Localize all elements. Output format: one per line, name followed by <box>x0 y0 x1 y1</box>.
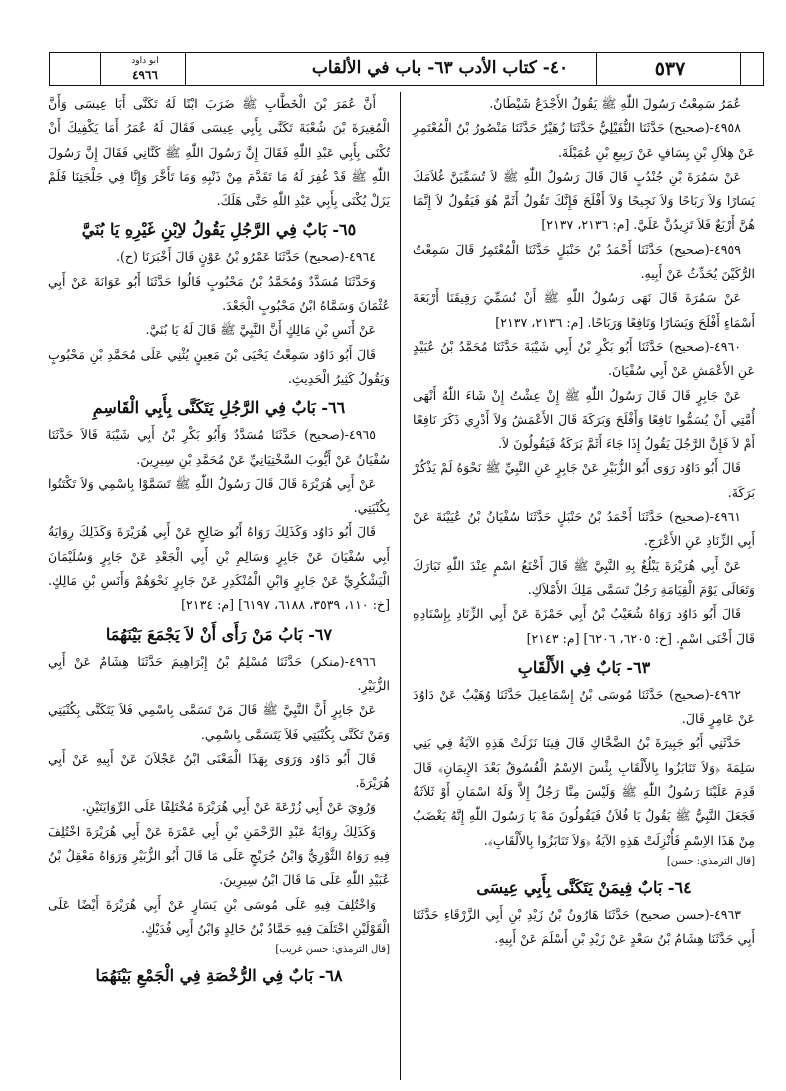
header-page-number: ٥٣٧ <box>654 58 686 80</box>
left-paragraph: ٤٩٦٤-(صحيح) حَدَّثَنَا عَمْرُو بْنُ عَوْنٍ قَالَ أَخْبَرَنَا (ح). <box>116 249 376 265</box>
right-paragraph: ٤٩٦٣-(حسن صحيح) حَدَّثَنَا هَارُونُ بْنُ زَيْدِ بْنِ أَبِي الزَّرْقَاءِ حَدَّثَنَا أَبِي حَدَّثَنَا هِشَامُ بْنُ سَعْدٍ عَنْ زَيْدِ بْنِ أَسْلَمَ عَنْ أَبِيهِ. <box>413 906 755 947</box>
header-divider <box>185 53 186 85</box>
right-paragraph: قَالَ أَبُو دَاوُد رَوَاهُ شُعَيْبُ بْنُ أَبِي حَمْزَةَ عَنْ أَبِي الزِّنَادِ بِإِسْنَادِهِ قَالَ أَخْنَى اسْمٍ. [خ: ٦٢٠٥، ٦٢٠٦] [م: ٢١٤٣] <box>413 606 755 646</box>
header-divider <box>100 53 101 85</box>
left-paragraph: وَكَذَلِكَ رِوَايَةُ عَبْدِ الرَّحْمَنِ بْنِ أَبِي عَمْرَةَ عَنْ أَبِي هُرَيْرَةَ اخْتُلِفَ فِيهِ رَوَاهُ الثَّوْرِيُّ وَابْنُ جُرَيْجٍ عَلَى مَا قَالَ أَبُو الزُّبَيْرِ وَرَوَاهُ مَعْقِلُ بْنُ عُبَيْدِ اللّٰهِ عَلَى مَا قَالَ ابْنُ سِيرِينَ. <box>48 823 390 888</box>
left-paragraph: قَالَ أَبُو دَاوُد وَكَذَلِكَ رَوَاهُ أَبُو صَالِحٍ عَنْ أَبِي هُرَيْرَةَ وَكَذَلِكَ رِوَايَةُ أَبِي سُفْيَانَ عَنْ جَابِرٍ وَسَالِمِ بْنِ أَبِي الْجَعْدِ عَنْ جَابِرٍ وَسُلَيْمَانَ الْيَشْكُرِيِّ عَنْ جَابِرٍ وَابْنِ الْمُنْكَدِرِ عَنْ جَابِرٍ نَحْوَهُمْ وَأَنَسِ بْنِ مَالِكٍ. [خ: ١١٠، ٣٥٣٩، ٦١٨٨، ٦١٩٧] [م: ٢١٣٤] <box>48 524 390 613</box>
header-hadith-number: ٤٩٦٦ <box>132 68 158 82</box>
right-paragraph: ٤٩٥٩-(صحيح) حَدَّثَنَا أَحْمَدُ بْنُ حَنْبَلٍ حَدَّثَنَا الْمُعْتَمِرُ قَالَ سَمِعْتُ الرُّكَيْنَ يُحَدِّثُ عَنْ أَبِيهِ. <box>413 241 755 282</box>
right-paragraph: عَنْ سَمُرَةَ بْنِ جُنْدُبٍ قَالَ قَالَ رَسُولُ اللّٰهِ ﷺ لاَ تُسَمِّيَنَّ غُلاَمَكَ يَسَارًا وَلاَ رَبَاحًا وَلاَ نَجِيحًا وَلاَ أَفْلَحَ فَإِنَّكَ تَقُولُ أَثَمَّ هُوَ فَيَقُولُ لاَ إِنَّمَا هُنَّ أَرْبَعٌ فَلاَ تَزِيدُنَّ عَلَيَّ. [م: ٢١٣٦، ٢١٣٧] <box>413 168 755 233</box>
left-paragraph: عَنْ أَنَسِ بْنِ مَالِكٍ أَنَّ النَّبِيَّ ﷺ قَالَ لَهُ يَا بُنَيَّ. <box>145 322 376 338</box>
left-paragraph: وَحَدَّثَنَا مُسَدَّدٌ وَمُحَمَّدُ بْنُ مَحْبُوبٍ قَالُوا حَدَّثَنَا أَبُو عَوَانَةَ عَنْ أَبِي عُثْمَانَ وَسَمَّاهُ ابْنُ مَحْبُوبٍ الْجَعْدَ. <box>48 273 390 314</box>
right-paragraph: ٤٩٥٨-(صحيح) حَدَّثَنَا النُّفَيْلِيُّ حَدَّثَنَا زُهَيْرٌ حَدَّثَنَا مَنْصُورُ بْنُ الْمُعْتَمِرِ عَنْ هِلاَلِ بْنِ يِسَافٍ عَنْ رَبِيعِ بْنِ عُمَيْلَةَ. <box>413 120 755 160</box>
right-column <box>413 92 755 952</box>
right-chapter-heading: ٦٣- بَابٌ فِي الأَلْقَابِ <box>517 657 651 677</box>
header-chapter-title: ٤٠- كتاب الأدب ٦٣- باب في الألقاب <box>311 58 569 78</box>
header-book-name: ابو داود <box>131 56 159 66</box>
right-paragraph: عَنْ أَبِي هُرَيْرَةَ يَبْلُغُ بِهِ النَّبِيَّ ﷺ قَالَ أَخْنَعُ اسْمٍ عِنْدَ اللّٰهِ تَبَارَكَ وَتَعَالَى يَوْمَ الْقِيَامَةِ رَجُلٌ تَسَمَّى مَلِكَ الأَمْلاَكِ. <box>413 557 755 597</box>
right-paragraph: حَدَّثَنِي أَبُو جَبِيرَةَ بْنُ الضَّحَّاكِ قَالَ فِينَا نَزَلَتْ هَذِهِ الآيَةُ فِي بَنِي سَلِمَةَ ﴿وَلاَ تَنَابَزُوا بِالأَلْقَابِ بِئْسَ الاِسْمُ الْفُسُوقُ بَعْدَ الإِيمَانِ﴾ قَالَ قَدِمَ عَلَيْنَا رَسُولُ اللّٰهِ ﷺ وَلَيْسَ مِنَّا رَجُلٌ إِلاَّ وَلَهُ اسْمَانِ أَوْ ثَلاَثَةٌ فَجَعَلَ النَّبِيُّ ﷺ يَقُولُ يَا فُلاَنُ فَيَقُولُونَ مَهْ يَا رَسُولَ اللّٰهِ إِنَّهُ يَغْضَبُ مِنْ هَذَا الاِسْمِ فَأُنْزِلَتْ هَذِهِ الآيَةُ ﴿وَلاَ تَنَابَزُوا بِالأَلْقَابِ﴾. <box>413 735 755 848</box>
left-chapter-heading: ٦٨- بَابٌ فِي الرُّخْصَةِ فِي الْجَمْعِ بَيْنَهُمَا <box>95 966 343 986</box>
left-chapter-heading: ٦٧- بَابُ مَنْ رَأَى أَنْ لاَ يَجْمَعَ بَيْنَهُمَا <box>105 624 333 644</box>
header-divider <box>596 53 597 85</box>
left-chapter-heading: ٦٥- بَابٌ فِي الرَّجُلِ يَقُولُ لاِبْنِ غَيْرِهِ يَا بُنَيَّ <box>81 220 357 240</box>
column-divider <box>400 92 401 1080</box>
page-header <box>49 52 764 86</box>
left-chapter-heading: ٦٦- بَابٌ فِي الرَّجُلِ يَتَكَنَّى بِأَبِي الْقَاسِمِ <box>92 398 346 418</box>
left-paragraph: قَالَ أَبُو دَاوُد سَمِعْتُ يَحْيَى بْنَ مَعِينٍ يُثْنِي عَلَى مُحَمَّدِ بْنِ مَحْبُوبٍ وَيَقُولُ كَثِيرُ الْحَدِيثِ. <box>48 346 390 386</box>
right-chapter-heading: ٦٤- بَابٌ فِيمَنْ يَتَكَنَّى بِأَبِي عِيسَى <box>476 877 692 897</box>
left-paragraph: ٤٩٦٥-(صحيح) حَدَّثَنَا مُسَدَّدٌ وَأَبُو بَكْرِ بْنُ أَبِي شَيْبَةَ قَالاَ حَدَّثَنَا سُفْيَانُ عَنْ أَيُّوبَ السَّخْتِيَانِيِّ عَنْ مُحَمَّدِ بْنِ سِيرِينَ. <box>48 427 390 467</box>
left-paragraph: وَرُوِيَ عَنْ أَبِي زُرْعَةَ عَنْ أَبِي هُرَيْرَةَ مُخْتَلِفًا عَلَى الرِّوَايَتَيْنِ. <box>81 799 376 815</box>
header-divider <box>740 53 741 85</box>
left-paragraph: وَاخْتُلِفَ فِيهِ عَلَى مُوسَى بْنِ يَسَارٍ عَنْ أَبِي هُرَيْرَةَ أَيْضًا عَلَى الْقَوْلَيْنِ اخْتَلَفَ فِيهِ حَمَّادُ بْنُ خَالِدٍ وَابْنُ أَبِي فُدَيْكٍ. <box>48 896 390 936</box>
right-paragraph: قَالَ أَبُو دَاوُد رَوَى أَبُو الزُّبَيْرِ عَنْ جَابِرٍ عَنِ النَّبِيِّ ﷺ نَحْوَهُ لَمْ يَذْكُرْ بَرَكَةَ. <box>413 460 755 500</box>
left-note: [قال الترمذي: حسن غريب] <box>275 944 390 956</box>
right-note: [قال الترمذي: حسن] <box>666 855 755 867</box>
right-paragraph: ٤٩٦٢-(صحيح) حَدَّثَنَا مُوسَى بْنُ إِسْمَاعِيلَ حَدَّثَنَا وُهَيْبٌ عَنْ دَاوُدَ عَنْ عَامِرٍ قَالَ. <box>413 686 755 727</box>
right-paragraph: ٤٩٦٠-(صحيح) حَدَّثَنَا أَبُو بَكْرِ بْنُ أَبِي شَيْبَةَ حَدَّثَنَا مُحَمَّدُ بْنُ عُبَيْدٍ عَنِ الأَعْمَشِ عَنْ أَبِي سُفْيَانَ. <box>413 338 755 379</box>
left-paragraph: قَالَ أَبُو دَاوُد وَرَوَى بِهَذَا الْمَعْنَى ابْنُ عَجْلاَنَ عَنْ أَبِيهِ عَنْ أَبِي هُرَيْرَةَ. <box>48 750 390 791</box>
left-paragraph: عَنْ جَابِرٍ أَنَّ النَّبِيَّ ﷺ قَالَ مَنْ تَسَمَّى بِاسْمِي فَلاَ يَتَكَنَّى بِكُنْيَتِي وَمَنْ تَكَنَّى بِكُنْيَتِي فَلاَ يَتَسَمَّى بِاسْمِي. <box>48 702 390 742</box>
left-column <box>48 92 390 991</box>
left-paragraph: أَنَّ عُمَرَ بْنَ الْخَطَّابِ ﷺ ضَرَبَ ابْنًا لَهُ تَكَنَّى أَبَا عِيسَى وَأَنَّ الْمُغِيرَةَ بْنَ شُعْبَةَ تَكَنَّى بِأَبِي عِيسَى فَقَالَ لَهُ عُمَرُ أَمَا يَكْفِيكَ أَنْ تُكْنَى بِأَبِي عَبْدِ اللّٰهِ فَقَالَ إِنَّ رَسُولَ اللّٰهِ ﷺ كَنَّانِي فَقَالَ إِنَّ رَسُولَ اللّٰهِ ﷺ قَدْ غُفِرَ لَهُ مَا تَقَدَّمَ مِنْ ذَنْبِهِ وَمَا تَأَخَّرَ وَإِنَّا فِي جَلْجَتِنَا فَلَمْ يَزَلْ يُكْنَى بِأَبِي عَبْدِ اللّٰهِ حَتَّى هَلَكَ. <box>48 96 390 209</box>
right-paragraph: عُمَرُ سَمِعْتُ رَسُولَ اللّٰهِ ﷺ يَقُولُ الأَجْدَعُ شَيْطَانٌ. <box>489 96 741 111</box>
right-paragraph: ٤٩٦١-(صحيح) حَدَّثَنَا أَحْمَدُ بْنُ حَنْبَلٍ حَدَّثَنَا سُفْيَانُ بْنُ عُيَيْنَةَ عَنْ أَبِي الزِّنَادِ عَنِ الأَعْرَجِ. <box>413 509 755 549</box>
left-paragraph: ٤٩٦٦-(منكر) حَدَّثَنَا مُسْلِمُ بْنُ إِبْرَاهِيمَ حَدَّثَنَا هِشَامٌ عَنْ أَبِي الزُّبَيْرِ. <box>48 653 390 693</box>
right-paragraph: عَنْ سَمُرَةَ قَالَ نَهَى رَسُولُ اللّٰهِ ﷺ أَنْ نُسَمِّيَ رَقِيقَنَا أَرْبَعَةَ أَسْمَاءٍ أَفْلَحَ وَيَسَارًا وَنَافِعًا وَرَبَاحًا. [م: ٢١٣٦، ٢١٣٧] <box>413 290 755 330</box>
left-paragraph: عَنْ أَبِي هُرَيْرَةَ قَالَ قَالَ رَسُولُ اللّٰهِ ﷺ تَسَمَّوْا بِاسْمِي وَلاَ تَكْتَنُوا بِكُنْيَتِي. <box>48 475 390 516</box>
right-paragraph: عَنْ جَابِرٍ قَالَ قَالَ رَسُولُ اللّٰهِ ﷺ إِنْ عِشْتُ إِنْ شَاءَ اللّٰهُ أَنْهَى أُمَّتِي أَنْ يُسَمُّوا نَافِعًا وَأَفْلَحَ وَبَرَكَةَ قَالَ الأَعْمَشُ وَلاَ أَدْرِي ذَكَرَ نَافِعًا أَمْ لاَ فَإِنَّ الرَّجُلَ يَقُولُ إِذَا جَاءَ أَثَمَّ بَرَكَةُ فَيَقُولُونَ لاَ. <box>413 387 755 452</box>
